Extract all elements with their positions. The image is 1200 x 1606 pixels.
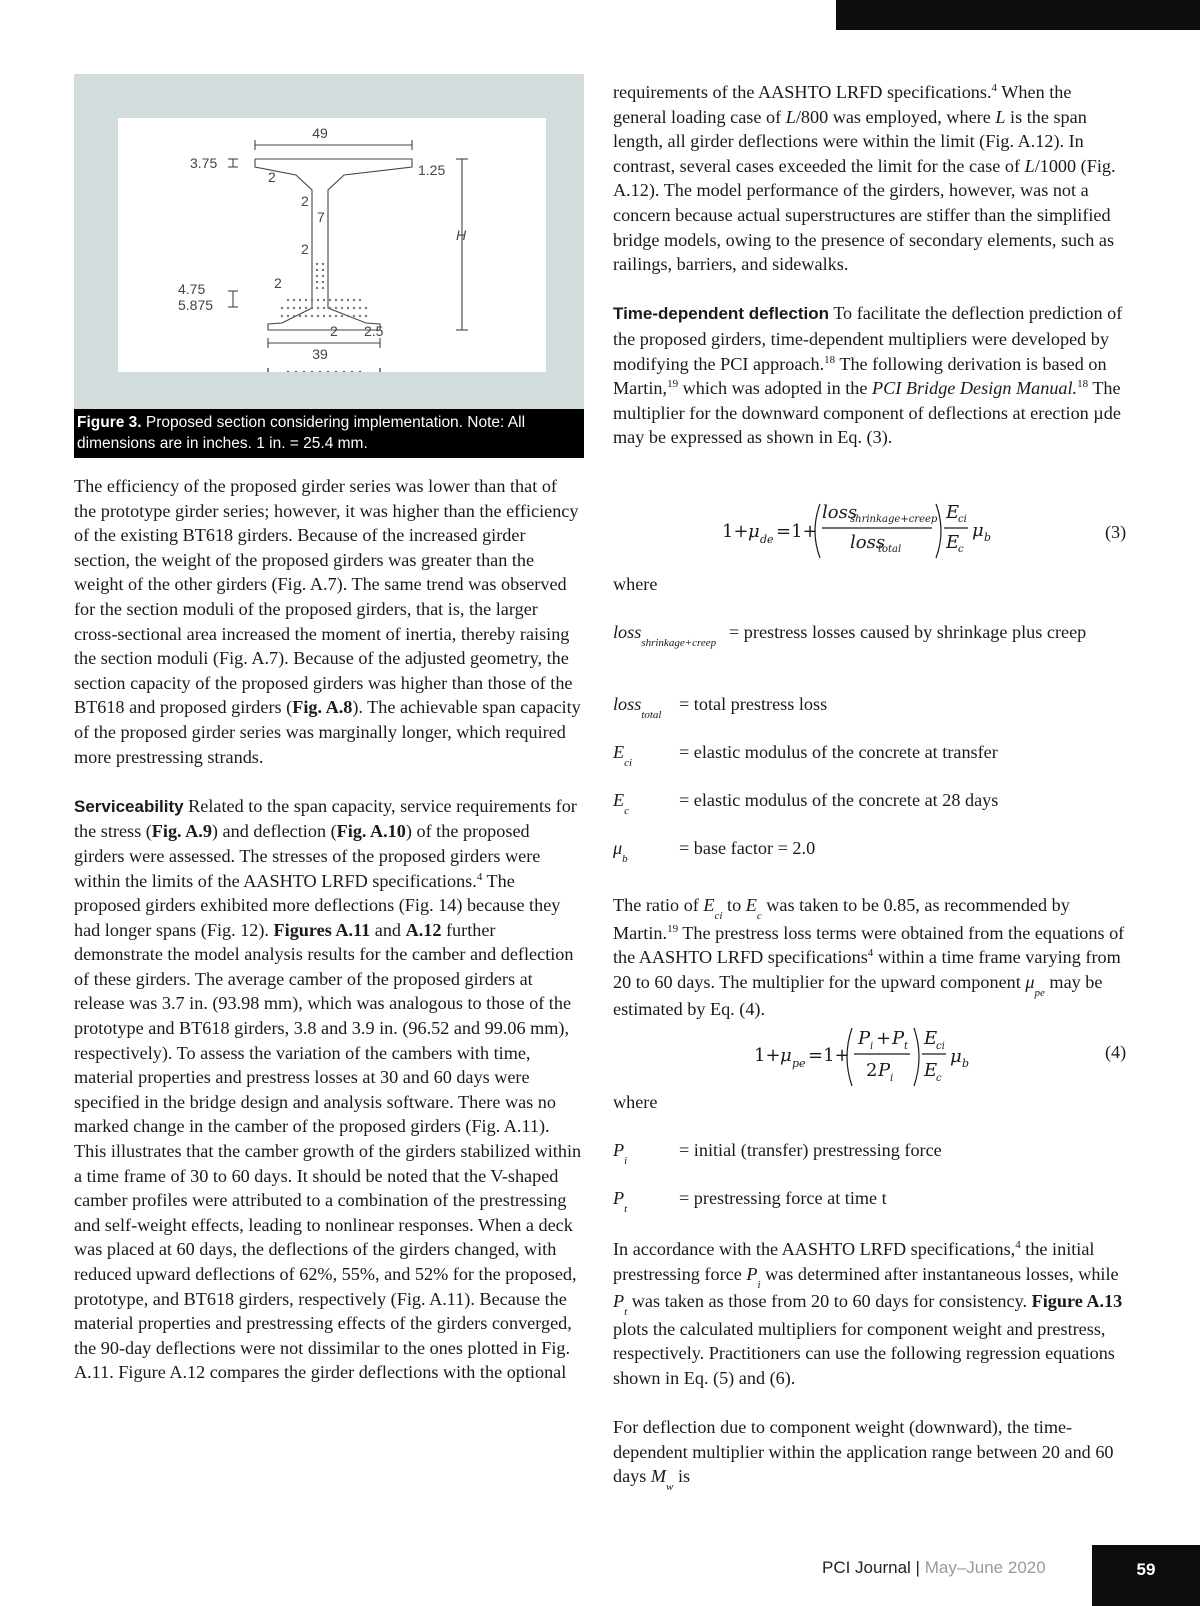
- journal-name: PCI Journal: [822, 1558, 911, 1577]
- svg-text:μ: μ: [780, 1045, 792, 1066]
- svg-text:E: E: [924, 1060, 938, 1081]
- dim-top-fillet: 2: [268, 169, 276, 185]
- dim-web-fillet-b: 2: [301, 241, 309, 257]
- svg-text:1+: 1+: [722, 521, 749, 542]
- svg-text:ci: ci: [958, 514, 967, 525]
- svg-text:de: de: [760, 533, 774, 546]
- section-heading-time-dependent: Time-dependent deflection: [613, 304, 829, 324]
- caption-lead: Figure 3.: [77, 414, 142, 431]
- page-number: 59: [1136, 1560, 1156, 1579]
- header-bar: [836, 0, 1200, 30]
- dim-top-flange-thick: 3.75: [190, 155, 218, 171]
- svg-text:1+: 1+: [754, 1045, 781, 1066]
- svg-text:ci: ci: [936, 1041, 945, 1052]
- svg-text:loss: loss: [850, 532, 886, 553]
- svg-text:c: c: [936, 1073, 942, 1084]
- svg-text:E: E: [946, 502, 960, 523]
- svg-text:=1+: =1+: [808, 1045, 850, 1066]
- section-dimension-drawing: [118, 118, 546, 368]
- section-heading-serviceability: Serviceability: [74, 796, 184, 816]
- svg-text:pe: pe: [792, 1057, 806, 1070]
- svg-text:μ: μ: [950, 1046, 962, 1067]
- svg-text:μ: μ: [972, 520, 984, 541]
- dim-bottom-b: 5.875: [178, 297, 214, 313]
- page-number-box: [1092, 1545, 1200, 1606]
- dim-top-width: 49: [312, 125, 328, 141]
- equation-3: [700, 496, 1030, 566]
- svg-text:+: +: [876, 1028, 892, 1049]
- svg-text:i: i: [870, 1041, 874, 1052]
- issue-date: May–June 2020: [924, 1558, 1046, 1577]
- where-label: where: [613, 574, 658, 594]
- svg-text:t: t: [904, 1041, 909, 1052]
- paragraph-efficiency: The efficiency of the proposed girder series was lower than that of the prototype girder series; however, it was higher than the efficiency of the existing BT618 girders. Because of the increased girder section, the weight of the proposed girders was greater than the weight of the other girders (Fig. A.7). The same trend was observed for the section moduli of the proposed girders, that is, the larger cross-sectional area increased the moment of inertia, thereby raising the section moduli (Fig. A.7). Because of the adjusted geometry, the section capacity of the proposed girders was higher than those of the BT618 and proposed girders (Fig. A.8). The achievable span capacity of the proposed girder series was marginally longer, which required more prestressing strands.: [74, 476, 581, 767]
- dim-bottom-fillet: 2: [274, 275, 282, 291]
- svg-text:P: P: [858, 1028, 871, 1049]
- paragraph-component-weight: For deflection due to component weight (downward), the time-dependent multiplier within the application range between 20 and 60 days $M_w$ is: [613, 1417, 1114, 1494]
- svg-text:μ: μ: [748, 521, 760, 542]
- svg-text:P: P: [892, 1028, 905, 1049]
- svg-text:loss: loss: [822, 502, 858, 523]
- caption-text: Proposed section considering implementation. Note: All dimensions are in inches. 1 in. = 25.4 mm.: [77, 414, 526, 452]
- paragraph-time-dependent: Time-dependent deflection To facilitate the deflection prediction of the proposed girders, time-dependent multipliers were developed by modifying the PCI approach.$^{18}$ The following derivation is based on Martin,$^{19}$ which was adopted in the PCI Bridge Design Manual.$^{18}$ The multiplier for the downward component of deflections at erection µde may be expressed as shown in Eq. (3).: [613, 303, 1123, 448]
- svg-text:E: E: [946, 532, 960, 553]
- figure-caption: [74, 409, 584, 458]
- paragraph-ratio: The ratio of $E_{ci}$ to $E_c$ was taken to be 0.85, as recommended by Martin.$^{19}$ The prestress loss terms were obtained from the equations of the AASHTO LRFD specifications$^4$ within a time frame varying from 20 to 60 days. The multiplier for the upward component $\mu_{pe}$ may be estimated by Eq. (4).: [613, 895, 1125, 1020]
- right-column-bottom: [613, 1237, 1127, 1492]
- dim-top-taper: 1.25: [418, 162, 446, 178]
- svg-text:P: P: [878, 1060, 891, 1081]
- paragraph-aashto: In accordance with the AASHTO LRFD specifications,$^4$ the initial prestressing force $P_i$ was determined after instantaneous losses, while $P_t$ was taken as those from 20 to 60 days for consistency. Figure A.13 plots the calculated multipliers for component weight and prestress, respectively. Practitioners can use the following regression equations shown in Eq. (5) and (6).: [613, 1238, 1123, 1388]
- dim-bottom-a: 4.75: [178, 281, 206, 297]
- svg-text:c: c: [958, 544, 964, 555]
- svg-text:shrinkage+creep: shrinkage+creep: [850, 514, 938, 525]
- dim-web-width: 7: [317, 209, 325, 225]
- paragraph-requirements: requirements of the AASHTO LRFD specifications.$^4$ When the general loading case of L/800 was employed, where L is the span length, all girder deflections were within the limit (Fig. A.12). In contrast, several cases exceeded the limit for the case of L/1000 (Fig. A.12). The model performance of the girders, however, was not a concern because actual superstructures are stiffer than the simplified bridge models, owing to the presence of secondary elements, such as railings, barriers, and sidewalks.: [613, 81, 1116, 275]
- svg-text:=1+: =1+: [776, 521, 818, 542]
- dim-web-fillet-a: 2: [301, 193, 309, 209]
- right-column-top: [613, 80, 1127, 450]
- page-footer: PCI Journal | May–June 2020 59: [0, 1545, 1200, 1606]
- fig-ref-a8: Fig. A.8: [292, 697, 353, 718]
- svg-text:E: E: [924, 1028, 938, 1049]
- svg-text:b: b: [984, 531, 992, 544]
- paragraph-serviceability: Serviceability Related to the span capacity, service requirements for the stress (Fig. A.9) and deflection (Fig. A.10) of the proposed girders were assessed. The stresses of the proposed girders were within the limits of the AASHTO LRFD specifications.$^4$ The proposed girders exhibited more deflections (Fig. 14) because they had longer spans (Fig. 12). Figures A.11 and A.12 further demonstrate the model analysis results for the camber and deflection of these girders. The average camber of the proposed girders at release was 3.7 in. (93.98 mm), which was analogous to those of the prototype and BT618 girders, 3.8 and 3.9 in. (96.52 and 99.06 mm), respectively). To assess the variation of the cambers with time, material properties and prestress losses at 30 and 60 days were specified in the bridge design and analysis software. There was no marked change in the camber of the proposed girders (Fig. A.11). This illustrates that the camber growth of the girders stabilized within a time frame of 30 to 60 days. It should be noted that the V-shaped camber profiles were attributed to a combination of the prestressing and self-weight effects, leading to nonlinear responses. When a deck was placed at 60 days, the deflections of the girders changed, with reduced upward deflections of 62%, 55%, and 52% for the proposed, prototype, and BT618 girders, respectively (Fig. A.11). Because the material properties and prestressing effects of the girders converged, the 90-day deflections were not dissimilar to the ones plotted in Fig. A.11. Figure A.12 compares the girder deflections with the optional: [74, 795, 582, 1383]
- equation-4-number: (4): [1105, 1042, 1127, 1062]
- svg-text:b: b: [962, 1057, 970, 1070]
- svg-text:i: i: [890, 1073, 894, 1084]
- svg-text:2: 2: [866, 1060, 878, 1081]
- dim-bottom-width: 39: [312, 346, 328, 362]
- dim-bottom-d: 2.5: [364, 323, 384, 339]
- equation-4: [740, 1020, 1020, 1094]
- left-column: [74, 474, 582, 1385]
- svg-text:total: total: [878, 544, 902, 555]
- dim-height-label: H: [456, 227, 467, 243]
- dim-bottom-c: 2: [330, 323, 338, 339]
- where-label-2: where: [613, 1092, 658, 1112]
- equation-3-number: (3): [1105, 522, 1127, 542]
